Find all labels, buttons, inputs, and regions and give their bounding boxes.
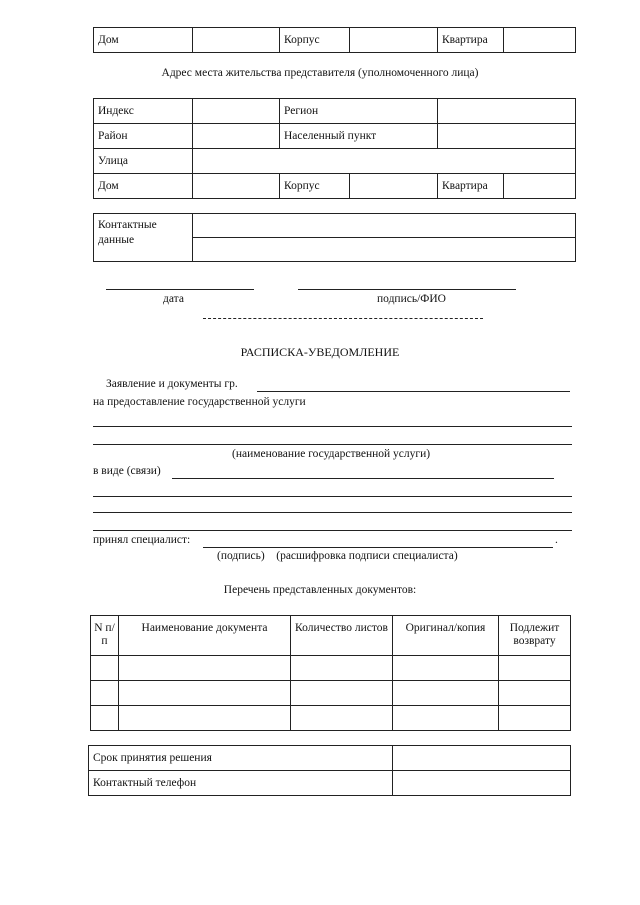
decision-term-field[interactable]	[393, 746, 571, 771]
cell-return[interactable]	[499, 706, 571, 731]
col-header-sheet-count: Количество листов	[291, 616, 393, 656]
applicant-name-line[interactable]	[257, 391, 570, 392]
signature-label: подпись/ФИО	[377, 293, 446, 305]
cell-return[interactable]	[499, 656, 571, 681]
communication-line-4[interactable]	[93, 530, 572, 531]
signature-line[interactable]	[298, 289, 516, 290]
cell-number[interactable]	[91, 681, 119, 706]
region-label: Регион	[280, 99, 438, 124]
date-line[interactable]	[106, 289, 254, 290]
district-field[interactable]	[193, 124, 280, 149]
decision-term-label: Срок принятия решения	[89, 746, 393, 771]
service-name-line-1[interactable]	[93, 426, 572, 427]
building-field[interactable]	[350, 28, 438, 53]
cell-number[interactable]	[91, 656, 119, 681]
col-header-doc-name: Наименование документа	[119, 616, 291, 656]
accepted-by-line[interactable]	[203, 547, 553, 548]
apartment-label: Квартира	[438, 28, 504, 53]
locality-label: Населенный пункт	[280, 124, 438, 149]
cell-sheet-count[interactable]	[291, 706, 393, 731]
rep-address-table	[93, 98, 576, 199]
cell-original-copy[interactable]	[393, 706, 499, 731]
service-name-line-2[interactable]	[93, 444, 572, 445]
cut-line	[203, 318, 483, 319]
contact-phone-label: Контактный телефон	[89, 771, 393, 796]
communication-line-2[interactable]	[93, 496, 572, 497]
footer-table	[88, 745, 571, 796]
cell-doc-name[interactable]	[119, 681, 291, 706]
apartment-field[interactable]	[504, 28, 576, 53]
region-field[interactable]	[438, 99, 576, 124]
rep-building-field[interactable]	[350, 174, 438, 199]
communication-form-line[interactable]	[172, 478, 554, 479]
top-address-table	[93, 27, 576, 53]
rep-house-label: Дом	[94, 174, 193, 199]
service-request-label: на предоставление государственной услуги	[93, 396, 306, 408]
index-label: Индекс	[94, 99, 193, 124]
rep-house-field[interactable]	[193, 174, 280, 199]
contacts-field-1[interactable]	[193, 214, 576, 238]
receipt-title: РАСПИСКА-УВЕДОМЛЕНИЕ	[240, 345, 400, 359]
applicant-label: Заявление и документы гр.	[106, 378, 238, 390]
cell-original-copy[interactable]	[393, 681, 499, 706]
accepted-by-label: принял специалист:	[93, 534, 191, 546]
contacts-field-2[interactable]	[193, 238, 576, 262]
contacts-table	[93, 213, 576, 262]
col-header-return: Подлежит возврату	[499, 616, 571, 656]
service-name-caption: (наименование государственной услуги)	[232, 448, 431, 460]
house-label: Дом	[94, 28, 193, 53]
contacts-label-line1: Контактные	[98, 219, 157, 231]
col-header-number: N п/п	[91, 616, 119, 656]
index-field[interactable]	[193, 99, 280, 124]
communication-line-3[interactable]	[93, 512, 572, 513]
contacts-label	[94, 214, 193, 262]
building-label: Корпус	[280, 28, 350, 53]
accepted-by-end: .	[555, 534, 558, 546]
documents-title: Перечень представленных документов:	[223, 584, 417, 596]
contacts-label-line2: данные	[98, 234, 135, 246]
date-label: дата	[163, 293, 184, 305]
accepted-sign-caption: (подпись) (расшифровка подписи специалиста)	[217, 550, 458, 562]
cell-return[interactable]	[499, 681, 571, 706]
cell-doc-name[interactable]	[119, 656, 291, 681]
table-row	[91, 706, 571, 731]
rep-building-label: Корпус	[280, 174, 350, 199]
rep-apartment-label: Квартира	[438, 174, 504, 199]
documents-table	[90, 615, 571, 731]
district-label: Район	[94, 124, 193, 149]
table-row	[91, 681, 571, 706]
cell-doc-name[interactable]	[119, 706, 291, 731]
cell-original-copy[interactable]	[393, 656, 499, 681]
house-field[interactable]	[193, 28, 280, 53]
communication-form-label: в виде (связи)	[93, 465, 161, 477]
street-label: Улица	[94, 149, 193, 174]
cell-sheet-count[interactable]	[291, 656, 393, 681]
contact-phone-field[interactable]	[393, 771, 571, 796]
rep-apartment-field[interactable]	[504, 174, 576, 199]
rep-address-title: Адрес места жительства представителя (уполномоченного лица)	[161, 67, 479, 79]
locality-field[interactable]	[438, 124, 576, 149]
col-header-original-copy: Оригинал/копия	[393, 616, 499, 656]
table-row	[91, 656, 571, 681]
cell-sheet-count[interactable]	[291, 681, 393, 706]
street-field[interactable]	[193, 149, 576, 174]
cell-number[interactable]	[91, 706, 119, 731]
